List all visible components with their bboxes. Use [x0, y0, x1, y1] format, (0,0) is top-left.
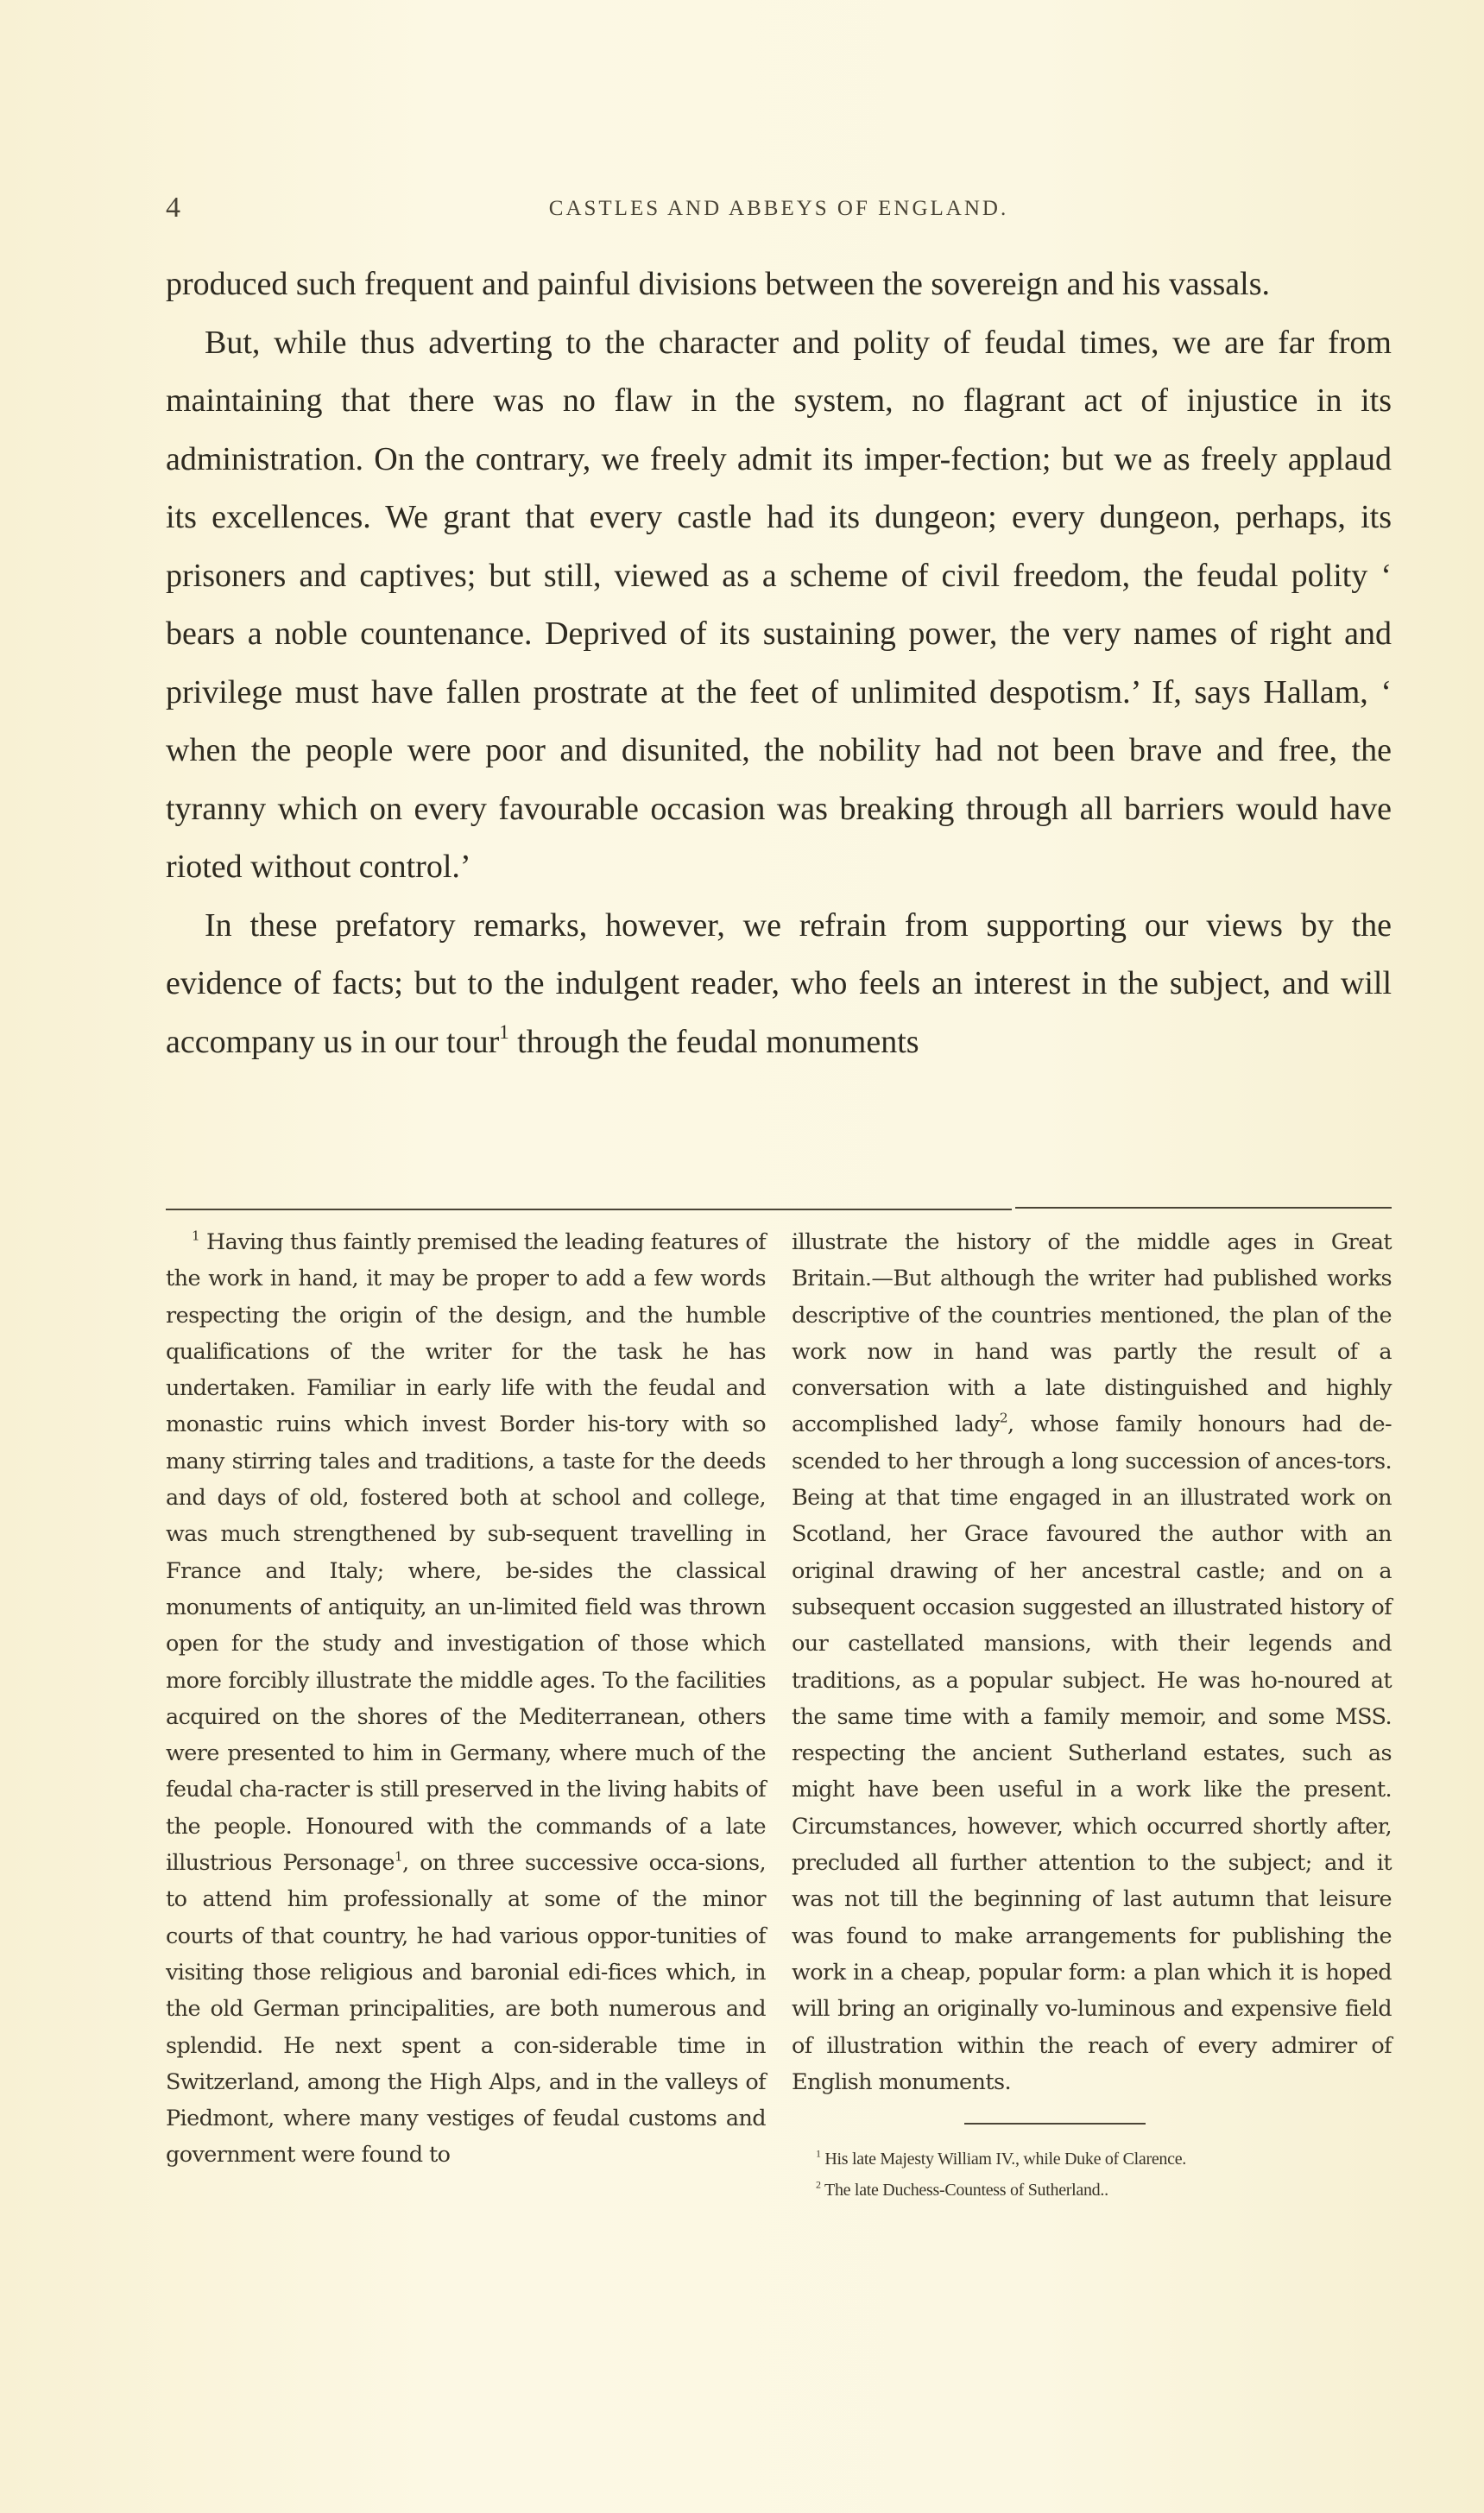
separator-rule-left	[166, 1209, 1012, 1210]
paragraph-feudal-polity: But, while thus adverting to the character and polity of feudal times, we are far from maintaining that there was no flaw in the system, no flagrant act of injustice in its administration. On the contrary, we freely admit its imper-fection; but we as freely applaud its excellences. We grant that every castle had its dungeon; every dungeon, perhaps, its prisoners and captives; but still, viewed as a scheme of civil freedom, the feudal polity ‘ bears a noble countenance. Deprived of its sustaining power, the very names of right and privilege must have fallen prostrate at the feet of unlimited despotism.’ If, says Hallam, ‘ when the people were poor and disunited, the nobility had not been brave and free, the tyranny which on every favourable occasion was breaking through all barriers would have rioted without control.’	[166, 324, 1392, 885]
footnote-ref-lady: 2	[999, 1410, 1007, 1426]
footnote-ref-personage: 1	[394, 1848, 402, 1865]
running-title: CASTLES AND ABBEYS OF ENGLAND.	[548, 197, 1009, 220]
sub-footnote-rule	[964, 2123, 1146, 2125]
footnote-ref-1: 1	[499, 1020, 509, 1043]
running-head	[166, 192, 1392, 226]
page-number: 4	[166, 192, 180, 224]
footnotes	[166, 1224, 1392, 2206]
paragraph-continuation: produced such frequent and painful divisions between the sovereign and his vassals.	[166, 266, 1271, 302]
sub-footnotes	[792, 2144, 1392, 2206]
sub-footnote-1: $^1$ His late Majesty William IV., while Duke of Clarence.	[816, 2147, 1186, 2169]
separator-rule-right	[1015, 1207, 1392, 1209]
footnote-marker: 1	[192, 1228, 200, 1244]
footnote-column-right	[792, 1224, 1392, 2206]
sub-footnote-2: $^2$ The late Duchess-Countess of Sutherland..	[816, 2178, 1108, 2200]
paragraph-prefatory-remarks: In these prefatory remarks, however, we refrain from supporting our views by the evidence of facts; but to the indulgent reader, who feels an interest in the subject, and will accompany us in our tour$^1$ through the feudal monuments	[166, 906, 1392, 1060]
footnote-column-left	[166, 1224, 766, 2206]
main-text	[166, 256, 1392, 1071]
footnote-1-text: $^1$ Having thus faintly premised the leading features of the work in hand, it may be proper to add a few words respecting the origin of the design, and the humble qualifications of the writer for the task he has undertaken. Familiar in early life with the feudal and monastic ruins which invest Border his-tory with so many stirring tales and traditions, a taste for the deeds and days of old, fostered both at school and college, was much strengthened by sub-sequent travelling in France and Italy; where, be-sides the classical monuments of antiquity, an un-limited field was thrown open for the study and investigation of those which more forcibly illustrate the middle ages. To the facilities acquired on the shores of the Mediterranean, others were presented to him in Germany, where much of the feudal cha-racter is still preserved in the living habits of the people. Honoured with the commands of a late illustrious Personage$^1$, on three successive occa-sions, to attend him professionally at some of the minor courts of that country, he had various oppor-tunities of visiting those religious and baronial edi-fices which, in the old German principalities, are both numerous and splendid. He next spent a con-siderable time in Switzerland, among the High Alps, and in the valleys of Piedmont, where many vestiges of feudal customs and government were found to	[166, 1228, 766, 2169]
footnote-1-continued: illustrate the history of the middle ages in Great Britain.—But although the writer had published works descriptive of the countries mentioned, the plan of the work now in hand was partly the result of a conversation with a late distinguished and highly accomplished lady$^2$, whose family honours had de-scended to her through a long succession of ances-tors. Being at that time engaged in an illustrated work on Scotland, her Grace favoured the author with an original drawing of her ancestral castle; and on a subsequent occasion suggested an illustrated history of our castellated mansions, with their legends and traditions, as a popular subject. He was ho-noured at the same time with a family memoir, and some MSS. respecting the ancient Sutherland estates, such as might have been useful in a work like the present. Circumstances, however, which occurred shortly after, precluded all further attention to the subject; and it was not till the beginning of last autumn that leisure was found to make arrangements for publishing the work in a cheap, popular form: a plan which it is hoped will bring an originally vo-luminous and expensive field of illustration within the reach of every admirer of English monuments.	[792, 1229, 1392, 2095]
